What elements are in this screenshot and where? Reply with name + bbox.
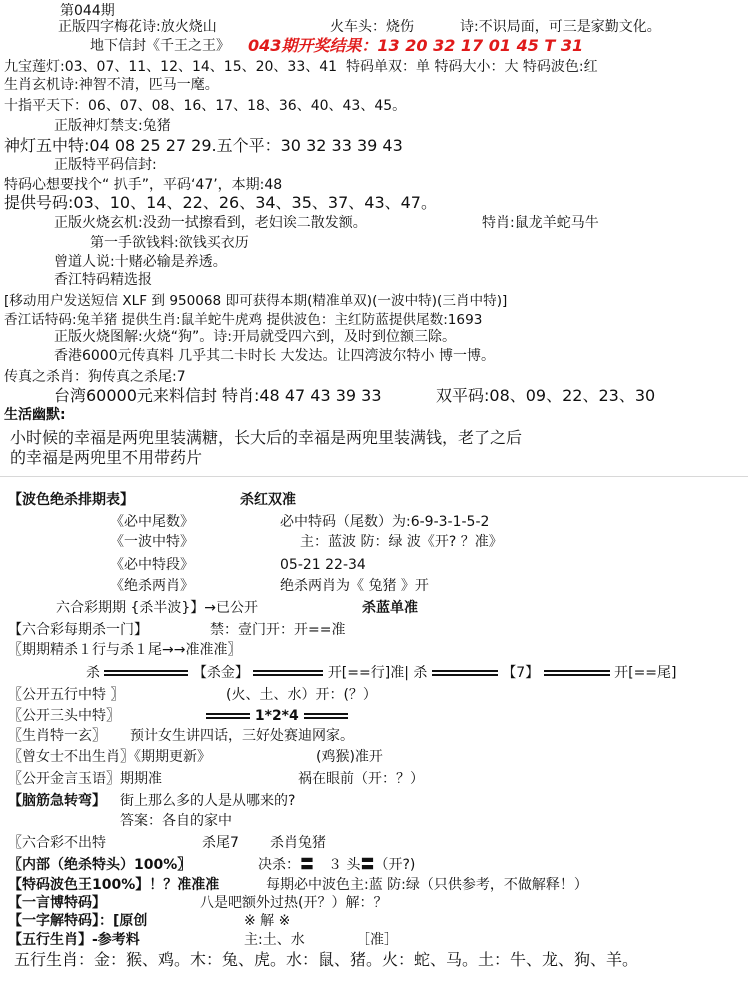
five-zodiac-main: 主:土、水 <box>244 932 305 948</box>
open-element: 开[==行]准| <box>327 665 409 681</box>
five-element-value: (火、土、水）开：(？） <box>226 687 377 703</box>
internal-value: 决杀：〓 ３ 头〓（开?) <box>258 857 416 873</box>
kill-row <box>86 664 677 682</box>
ten-fingers: 十指平天下：06、07、08、16、17、18、36、40、43、45。 <box>4 98 407 114</box>
segment-label: 《必中特段》 <box>110 557 194 573</box>
madam-zeng-value: (鸡猴)准开 <box>316 749 383 765</box>
monk-says: 曾道人说:十赌必输是养透。 <box>54 254 227 270</box>
lotus-lamp: 九宝莲灯:03、07、11、12、14、15、20、33、41 <box>4 59 338 75</box>
zodiac-poem: 生肖玄机诗:神智不清，匹马一麾。 <box>4 77 219 93</box>
equals-bar <box>253 670 323 676</box>
sms-promo: [移动用户发送短信 XLF 到 950068 即可获得本期(精准单双)(一波中特)(三肖中特)] <box>4 293 508 309</box>
precise-kill: 〖期期精杀１行与杀１尾→→准准准〗 <box>8 642 242 658</box>
taiwan-envelope: 台湾60000元来料信封 特肖:48 47 43 39 33 <box>54 386 382 405</box>
kill-label-1: 杀 <box>86 665 100 681</box>
fire-mystery: 正版火烧玄机:没劲一拭擦看到，老妇诶二散发额。 <box>54 215 367 231</box>
golden-words-label: 〖公开金言玉语〗期期准 <box>8 771 162 787</box>
equals-bar <box>304 713 348 719</box>
special-attributes: 特码单双：单 特码大小：大 特码波色:红 <box>346 59 598 75</box>
fire-diagram: 正版火烧图解:火烧“狗”。诗:开局就受四六到，及时到位额三除。 <box>54 329 456 345</box>
golden-words-value: 祸在眼前（开：？） <box>298 771 424 787</box>
three-head-value-row <box>206 707 348 725</box>
kill-door-label: 【六合彩每期杀一门】 <box>8 622 148 638</box>
wave-value: 主：蓝波 防：绿 波《开? ？准》 <box>300 534 503 550</box>
one-char-label: 【一字解特码】：[原创 <box>8 913 148 929</box>
fax-kill: 传真之杀肖：狗传真之杀尾:7 <box>4 369 186 385</box>
equals-bar <box>544 670 610 676</box>
five-elements-table: 五行生肖：金：猴、鸡。木：兔、虎。水：鼠、猪。火：蛇、马。土：牛、龙、狗、羊。 <box>14 950 639 969</box>
color-king-label: 【特码波色王100%】！？准准准 <box>8 877 220 893</box>
color-kill-title: 【波色绝杀排期表】 <box>8 492 134 508</box>
kill-gold: 【杀金】 <box>192 665 249 681</box>
hk-talk: 香江话特码:兔羊猪 提供生肖:鼠羊蛇牛虎鸡 提供波色：主红防蓝提供尾数:1693 <box>4 312 483 328</box>
kill-two-label: 《绝杀两肖》 <box>110 578 194 594</box>
kill-zodiac: 杀肖兔猪 <box>270 835 326 851</box>
special-zodiac: 特肖:鼠龙羊蛇马牛 <box>482 215 599 231</box>
section-divider <box>0 476 748 477</box>
plum-poem: 正版四字梅花诗:放火烧山 <box>58 19 217 35</box>
tail-label: 《必中尾数》 <box>110 514 194 530</box>
kill-door-value: 禁：壹门开：开==准 <box>210 622 346 638</box>
not-special-label: 〖六合彩不出特 <box>8 835 106 851</box>
one-word-label: 【一言博特码】 <box>8 895 106 911</box>
equals-bar <box>432 670 498 676</box>
three-head-value: 1*2*4 <box>254 708 299 724</box>
kill-label-2: 杀 <box>413 665 428 681</box>
open-tail: 开[==尾] <box>614 665 677 681</box>
issue-number: 第044期 <box>60 3 115 19</box>
kill-tail: 杀尾7 <box>202 835 239 851</box>
equals-bar <box>206 713 250 719</box>
one-word-value: 八是吧额外过热(开？）解：？ <box>200 895 388 911</box>
envelope-regular: 正版特平码信封: <box>54 157 157 173</box>
draw-result: 043期开奖结果：13 20 32 17 01 45 T 31 <box>248 36 584 55</box>
color-kill-result: 杀红双准 <box>240 492 296 508</box>
riddle-question: 街上那么多的人是从哪来的? <box>120 793 296 809</box>
half-wave-value: 杀蓝单准 <box>362 600 418 616</box>
five-zodiac-accurate: ［准］ <box>356 932 398 948</box>
kill-seven: 【7】 <box>502 665 540 681</box>
riddle-label: 【脑筋急转弯】 <box>8 793 106 809</box>
kill-two-value: 绝杀两肖为《 兔猪 》开 <box>280 578 429 594</box>
wave-label: 《一波中特》 <box>110 534 194 550</box>
three-head-label: 〖公开三头中特〗 <box>8 708 120 724</box>
one-char-value: ※ 解 ※ <box>244 913 291 929</box>
five-element-label: 〖公开五行中特 〗 <box>8 687 125 703</box>
half-wave-label: 六合彩期期 {杀半波}】→已公开 <box>56 600 258 616</box>
provided-numbers: 提供号码:03、10、14、22、26、34、35、37、43、47。 <box>4 193 437 212</box>
envelope-title: 地下信封《千王之王》 <box>90 38 230 54</box>
five-zodiac-label: 【五行生肖】-参考料 <box>8 932 140 948</box>
lamp-forbidden: 正版神灯禁支:兔猪 <box>54 118 171 134</box>
zodiac-mystery-label: 〖生肖特一玄〗 <box>8 728 106 744</box>
double-flat: 双平码:08、09、22、23、30 <box>436 386 656 405</box>
tail-value: 必中特码（尾数）为:6-9-3-1-5-2 <box>280 514 490 530</box>
hk-fax: 香港6000元传真料 几乎其二卡时长 大发达。让四湾波尔特小 博一博。 <box>54 348 495 364</box>
color-king-value: 每期必中波色主:蓝 防:绿（只供参考，不做解释！） <box>266 877 588 893</box>
humor-title: 生活幽默: <box>4 407 66 423</box>
humor-line-2: 的幸福是两兜里不用带药片 <box>10 448 203 467</box>
hk-report-title: 香江特码精选报 <box>54 272 152 288</box>
poem-text: 诗:不识局面，可三是家勤文化。 <box>460 19 661 35</box>
madam-zeng-label: 〖曾女士不出生肖〗《期期更新》 <box>8 749 211 765</box>
lamp-five: 神灯五中特:04 08 25 27 29.五个平：30 32 33 39 43 <box>4 136 403 155</box>
humor-line-1: 小时候的幸福是两兜里装满糖，长大后的幸福是两兜里装满钱，老了之后 <box>10 428 523 447</box>
pickpocket-hint: 特码心想要找个“ 扒手”，平码‘47’，本期:48 <box>4 177 283 193</box>
first-hand: 第一手欲钱料:欲钱买衣历 <box>90 235 249 251</box>
equals-bar <box>104 670 188 676</box>
riddle-answer: 答案：各自的家中 <box>120 813 232 829</box>
internal-label: 〖内部（绝杀特头）100%〗 <box>8 857 192 873</box>
train-head: 火车头：烧伤 <box>330 19 414 35</box>
zodiac-mystery-value: 预计女生讲四话，三好处赛迪网家。 <box>130 728 354 744</box>
segment-value: 05-21 22-34 <box>280 557 366 573</box>
